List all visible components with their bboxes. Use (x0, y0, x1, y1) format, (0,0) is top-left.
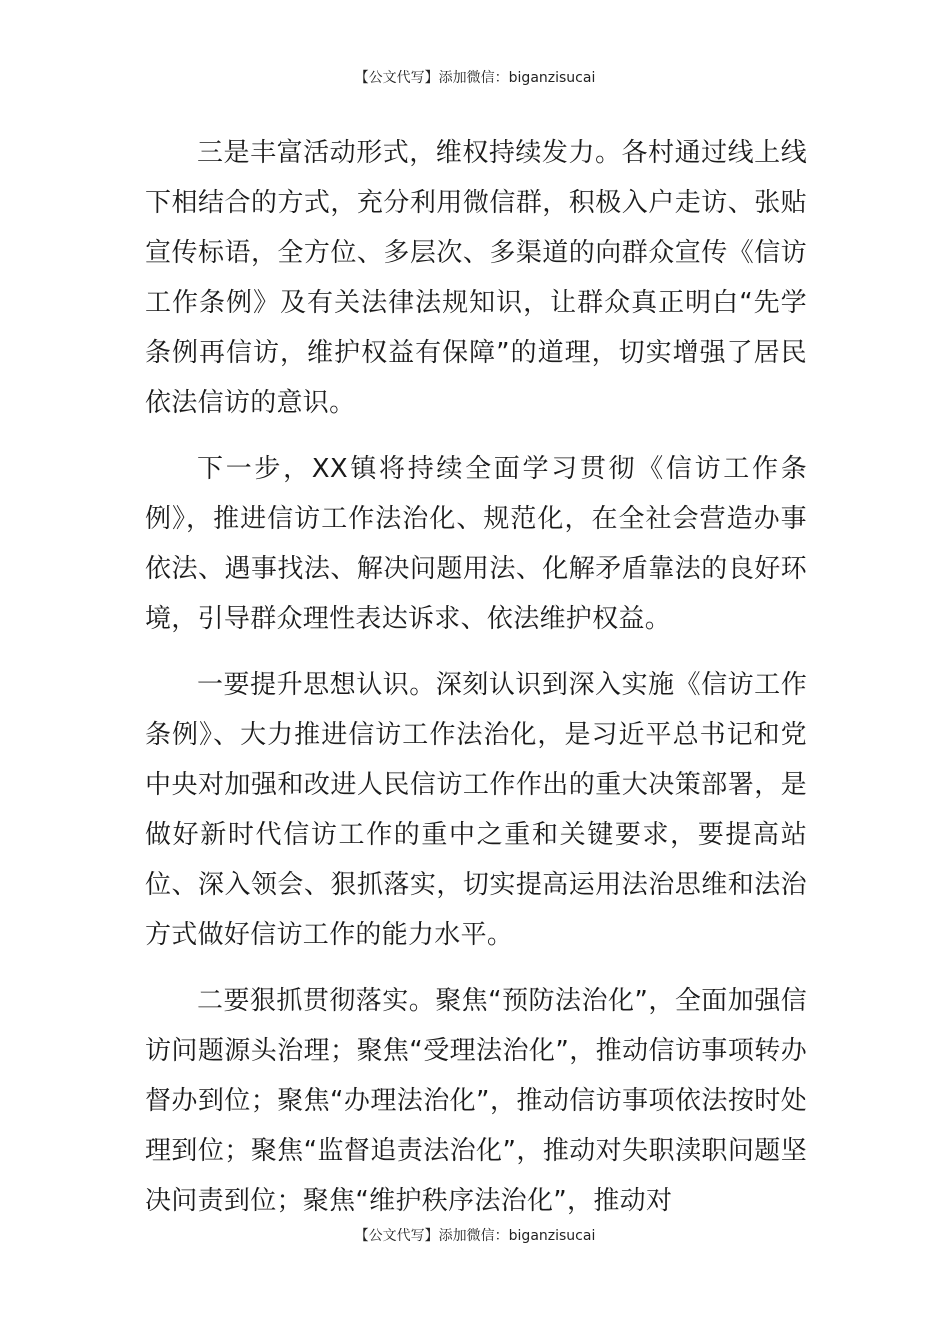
paragraph-raise-awareness: 一要提升思想认识。深刻认识到深入实施《信访工作条例》、大力推进信访工作法治化，是习近平总书记和党中央对加强和改进人民信访工作作出的重大决策部署，是做好新时代信访工作的重中之重和关键要求，要提高站位、深入领会、狠抓落实，切实提高运用法治思维和法治方式做好信访工作的能力水平。 (145, 670, 807, 950)
paragraph-next-step: 下一步，XX镇将持续全面学习贯彻《信访工作条例》，推进信访工作法治化、规范化，在全社会营造办事依法、遇事找法、解决问题用法、化解矛盾靠法的良好环境，引导群众理性表达诉求、依法维护权益。 (145, 454, 807, 634)
page-footer: 【公文代写】添加微信：biganzisucai (354, 1228, 596, 1244)
paragraph-rich-activities: 三是丰富活动形式，维权持续发力。各村通过线上线下相结合的方式，充分利用微信群，积极入户走访、张贴宣传标语，全方位、多层次、多渠道的向群众宣传《信访工作条例》及有关法律法规知识，让群众真正明白“先学条例再信访，维护权益有保障”的道理，切实增强了居民依法信访的意识。 (145, 138, 807, 418)
document-body (145, 128, 807, 1242)
paragraph-implementation: 二要狠抓贯彻落实。聚焦“预防法治化”，全面加强信访问题源头治理；聚焦“受理法治化”，推动信访事项转办督办到位；聚焦“办理法治化”，推动信访事项依法按时处理到位；聚焦“监督追责法治化”，推动对失职渎职问题坚决问责到位；聚焦“维护秩序法治化”，推动对 (145, 986, 807, 1216)
page-header: 【公文代写】添加微信：biganzisucai (354, 70, 596, 86)
